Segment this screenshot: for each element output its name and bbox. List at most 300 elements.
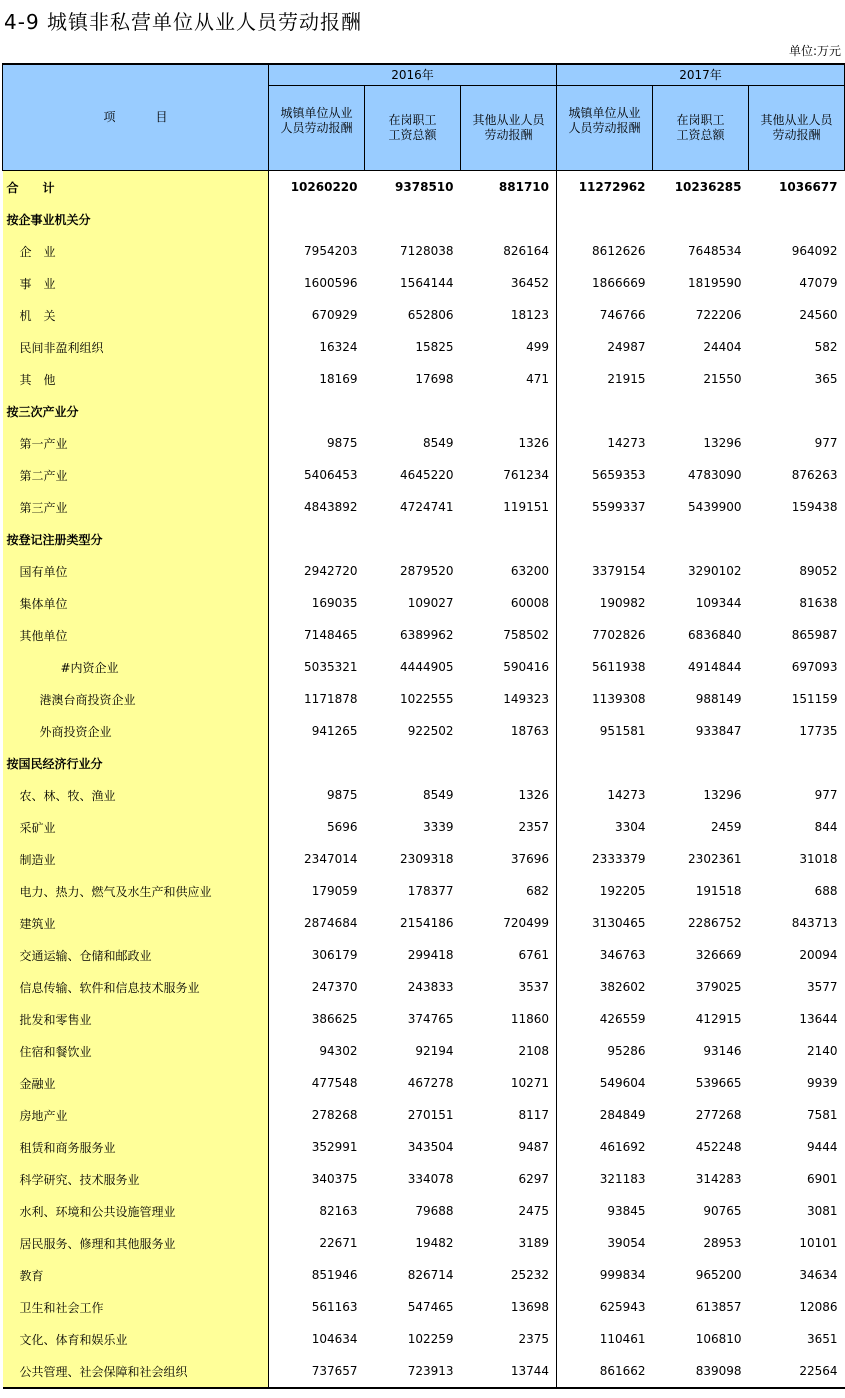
cell-value: 1866669 — [557, 267, 653, 299]
row-label: 按企事业机关分 — [3, 203, 269, 235]
cell-value: 9378510 — [365, 171, 461, 204]
cell-value: 39054 — [557, 1227, 653, 1259]
cell-value: 299418 — [407, 948, 454, 962]
cell-value: 18169 — [319, 372, 358, 386]
row-label: 居民服务、修理和其他服务业 — [3, 1227, 269, 1259]
cell-value: 7581 — [806, 1108, 838, 1122]
cell-value: 12086 — [799, 1300, 838, 1314]
cell-value: 2108 — [518, 1044, 549, 1058]
cell-value: 110461 — [557, 1323, 653, 1355]
table-row — [3, 715, 845, 747]
row-label: 其 他 — [3, 363, 269, 395]
cell-value: 582 — [814, 340, 838, 354]
table-row — [3, 203, 845, 235]
cell-value: 60008 — [510, 596, 549, 610]
cell-value: 15825 — [415, 340, 454, 354]
cell-value: 13744 — [461, 1355, 557, 1388]
page-title: 4-9 城镇非私营单位从业人员劳动报酬 — [4, 10, 363, 34]
table-row — [3, 907, 845, 939]
cell-value: 13296 — [703, 788, 742, 802]
cell-value: 277268 — [695, 1108, 742, 1122]
cell-value: 688 — [814, 884, 838, 898]
col-header-other-2016: 其他从业人员 劳动报酬 — [461, 86, 557, 171]
cell-value: 352991 — [311, 1140, 358, 1154]
cell-value: 761234 — [503, 468, 549, 482]
cell-value: 93845 — [557, 1195, 653, 1227]
cell-value: 190982 — [557, 587, 653, 619]
cell-value: 47079 — [799, 276, 838, 290]
cell-value — [749, 203, 845, 235]
cell-value: 104634 — [311, 1332, 358, 1346]
cell-value — [749, 523, 845, 555]
cell-value: 826164 — [503, 244, 549, 258]
cell-value: 382602 — [557, 971, 653, 1003]
row-label: 企 业 — [3, 235, 269, 267]
cell-value: 31018 — [799, 852, 838, 866]
cell-value: 6389962 — [400, 628, 454, 642]
cell-value: 843713 — [791, 916, 838, 930]
cell-value: 722206 — [695, 308, 742, 322]
cell-value: 7648534 — [688, 244, 742, 258]
table-row — [3, 1131, 845, 1163]
cell-value — [269, 395, 365, 427]
cell-value: 9487 — [518, 1140, 549, 1154]
col-header-wage-2016: 在岗职工 工资总额 — [365, 86, 461, 171]
cell-value: 1036677 — [749, 171, 845, 204]
cell-value — [461, 523, 557, 555]
cell-value: 547465 — [407, 1300, 454, 1314]
cell-value: 334078 — [407, 1172, 454, 1186]
cell-value: 851946 — [311, 1268, 358, 1282]
cell-value: 314283 — [695, 1172, 742, 1186]
cell-value: 346763 — [557, 939, 653, 971]
cell-value: 326669 — [695, 948, 742, 962]
cell-value: 1819590 — [688, 276, 742, 290]
cell-value: 1139308 — [557, 683, 653, 715]
cell-value: 11860 — [510, 1012, 549, 1026]
cell-value: 20094 — [799, 948, 838, 962]
cell-value: 24987 — [557, 331, 653, 363]
cell-value: 14273 — [557, 779, 653, 811]
cell-value: 7702826 — [557, 619, 653, 651]
row-label: 国有单位 — [3, 555, 269, 587]
cell-value: 758502 — [503, 628, 549, 642]
cell-value: 861662 — [557, 1355, 653, 1388]
row-label: 按国民经济行业分 — [3, 747, 269, 779]
cell-value: 670929 — [311, 308, 358, 322]
cell-value: 119151 — [503, 500, 549, 514]
cell-value — [365, 523, 461, 555]
table-row — [3, 843, 845, 875]
cell-value: 839098 — [653, 1355, 749, 1388]
col-header-other-2017: 其他从业人员 劳动报酬 — [749, 86, 845, 171]
cell-value — [269, 523, 365, 555]
cell-value: 192205 — [557, 875, 653, 907]
cell-value: 5439900 — [688, 500, 742, 514]
cell-value: 467278 — [407, 1076, 454, 1090]
cell-value: 21915 — [557, 363, 653, 395]
cell-value: 2140 — [806, 1044, 838, 1058]
cell-value: 34634 — [799, 1268, 838, 1282]
cell-value: 9939 — [806, 1076, 838, 1090]
table-row — [3, 1163, 845, 1195]
table-row — [3, 747, 845, 779]
cell-value: 723913 — [365, 1355, 461, 1388]
cell-value — [653, 747, 749, 779]
row-label: 其他单位 — [3, 619, 269, 651]
table-row — [3, 363, 845, 395]
cell-value: 94302 — [319, 1044, 358, 1058]
cell-value — [557, 523, 653, 555]
col-header-total-2016: 城镇单位从业 人员劳动报酬 — [269, 86, 365, 171]
cell-value: 63200 — [510, 564, 549, 578]
table-row — [3, 523, 845, 555]
table-row — [3, 651, 845, 683]
year-header-2016: 2016年 — [269, 64, 557, 86]
cell-value: 412915 — [695, 1012, 742, 1026]
cell-value: 8549 — [422, 436, 454, 450]
cell-value: 16324 — [319, 340, 358, 354]
table-row — [3, 587, 845, 619]
cell-value: 19482 — [415, 1236, 454, 1250]
cell-value: 21550 — [703, 372, 742, 386]
table-row — [3, 1355, 845, 1388]
cell-value: 4914844 — [688, 660, 742, 674]
cell-value: 549604 — [557, 1067, 653, 1099]
cell-value: 14273 — [557, 427, 653, 459]
cell-value: 5406453 — [304, 468, 358, 482]
cell-value: 1326 — [518, 788, 549, 802]
table-row — [3, 683, 845, 715]
cell-value: 10260220 — [269, 171, 365, 204]
cell-value: 2357 — [518, 820, 549, 834]
cell-value: 2375 — [518, 1332, 549, 1346]
cell-value: 10101 — [799, 1236, 838, 1250]
cell-value — [557, 203, 653, 235]
row-label: 机 关 — [3, 299, 269, 331]
cell-value: 306179 — [311, 948, 358, 962]
cell-value: 10236285 — [653, 171, 749, 204]
cell-value: 2286752 — [688, 916, 742, 930]
cell-value: 95286 — [557, 1035, 653, 1067]
cell-value — [653, 203, 749, 235]
cell-value: 106810 — [695, 1332, 742, 1346]
cell-value: 3081 — [806, 1204, 838, 1218]
cell-value: 93146 — [703, 1044, 742, 1058]
cell-value: 9444 — [806, 1140, 838, 1154]
cell-value: 499 — [526, 340, 549, 354]
cell-value: 697093 — [791, 660, 838, 674]
row-label: 第一产业 — [3, 427, 269, 459]
cell-value: 746766 — [557, 299, 653, 331]
cell-value: 340375 — [311, 1172, 358, 1186]
cell-value: 977 — [814, 788, 838, 802]
cell-value: 999834 — [557, 1259, 653, 1291]
cell-value: 22564 — [749, 1355, 845, 1388]
cell-value: 2302361 — [688, 852, 742, 866]
cell-value: 2309318 — [400, 852, 454, 866]
row-label: #内资企业 — [3, 651, 269, 683]
cell-value — [749, 395, 845, 427]
row-label: 事 业 — [3, 267, 269, 299]
cell-value: 5611938 — [557, 651, 653, 683]
cell-value — [557, 395, 653, 427]
cell-value: 365 — [814, 372, 838, 386]
year-header-2017: 2017年 — [557, 64, 845, 86]
cell-value: 881710 — [461, 171, 557, 204]
row-label: 科学研究、技术服务业 — [3, 1163, 269, 1195]
cell-value: 5659353 — [557, 459, 653, 491]
cell-value: 7128038 — [400, 244, 454, 258]
cell-value: 79688 — [415, 1204, 454, 1218]
cell-value: 25232 — [510, 1268, 549, 1282]
row-label: 按三次产业分 — [3, 395, 269, 427]
table-row — [3, 267, 845, 299]
cell-value: 590416 — [503, 660, 549, 674]
cell-value: 169035 — [311, 596, 358, 610]
cell-value: 4843892 — [304, 500, 358, 514]
data-table — [2, 63, 845, 1389]
cell-value: 2459 — [710, 820, 742, 834]
cell-value: 7148465 — [304, 628, 358, 642]
cell-value: 652806 — [407, 308, 454, 322]
cell-value: 539665 — [695, 1076, 742, 1090]
table-row — [3, 235, 845, 267]
cell-value: 977 — [814, 436, 838, 450]
cell-value: 6761 — [518, 948, 549, 962]
cell-value: 6297 — [518, 1172, 549, 1186]
cell-value: 922502 — [407, 724, 454, 738]
cell-value: 964092 — [791, 244, 838, 258]
table-row — [3, 971, 845, 1003]
table-row — [3, 459, 845, 491]
col-header-total-2017: 城镇单位从业 人员劳动报酬 — [557, 86, 653, 171]
cell-value: 343504 — [407, 1140, 454, 1154]
row-label: 水利、环境和公共设施管理业 — [3, 1195, 269, 1227]
cell-value: 1564144 — [400, 276, 454, 290]
cell-value — [269, 203, 365, 235]
cell-value: 284849 — [557, 1099, 653, 1131]
cell-value: 10271 — [510, 1076, 549, 1090]
row-label: 信息传输、软件和信息技术服务业 — [3, 971, 269, 1003]
cell-value: 3577 — [806, 980, 838, 994]
cell-value: 2942720 — [304, 564, 358, 578]
cell-value — [653, 395, 749, 427]
row-label: 教育 — [3, 1259, 269, 1291]
cell-value: 109344 — [695, 596, 742, 610]
cell-value: 151159 — [791, 692, 838, 706]
cell-value: 90765 — [703, 1204, 742, 1218]
row-label: 租赁和商务服务业 — [3, 1131, 269, 1163]
cell-value — [365, 747, 461, 779]
cell-value — [461, 395, 557, 427]
cell-value — [365, 395, 461, 427]
cell-value: 461692 — [557, 1131, 653, 1163]
cell-value: 3290102 — [688, 564, 742, 578]
cell-value: 933847 — [695, 724, 742, 738]
cell-value: 13296 — [703, 436, 742, 450]
table-row — [3, 1067, 845, 1099]
cell-value: 8612626 — [557, 235, 653, 267]
col-header-wage-2017: 在岗职工 工资总额 — [653, 86, 749, 171]
cell-value: 3304 — [557, 811, 653, 843]
cell-value: 865987 — [791, 628, 838, 642]
cell-value: 3339 — [422, 820, 454, 834]
table-row — [3, 171, 845, 204]
table-row — [3, 811, 845, 843]
project-header: 项目 — [3, 64, 269, 171]
row-label: 按登记注册类型分 — [3, 523, 269, 555]
cell-value: 720499 — [503, 916, 549, 930]
cell-value: 3651 — [806, 1332, 838, 1346]
row-label: 合 计 — [3, 171, 269, 204]
cell-value — [461, 747, 557, 779]
cell-value: 7954203 — [304, 244, 358, 258]
cell-value: 625943 — [557, 1291, 653, 1323]
cell-value — [461, 203, 557, 235]
row-label: 公共管理、社会保障和社会组织 — [3, 1355, 269, 1388]
row-label: 卫生和社会工作 — [3, 1291, 269, 1323]
cell-value: 9875 — [326, 436, 358, 450]
cell-value: 561163 — [311, 1300, 358, 1314]
cell-value: 4444905 — [400, 660, 454, 674]
cell-value: 737657 — [269, 1355, 365, 1388]
cell-value: 4724741 — [400, 500, 454, 514]
cell-value: 826714 — [407, 1268, 454, 1282]
cell-value: 278268 — [311, 1108, 358, 1122]
table-row — [3, 299, 845, 331]
unit-label: 单位:万元 — [788, 44, 841, 58]
table-row — [3, 619, 845, 651]
cell-value: 36452 — [510, 276, 549, 290]
cell-value: 18123 — [510, 308, 549, 322]
table-row — [3, 1323, 845, 1355]
cell-value: 22671 — [319, 1236, 358, 1250]
cell-value: 3130465 — [557, 907, 653, 939]
cell-value: 477548 — [311, 1076, 358, 1090]
row-label: 文化、体育和娱乐业 — [3, 1323, 269, 1355]
table-row — [3, 875, 845, 907]
cell-value — [749, 747, 845, 779]
row-label: 交通运输、仓储和邮政业 — [3, 939, 269, 971]
cell-value — [557, 747, 653, 779]
row-label: 批发和零售业 — [3, 1003, 269, 1035]
cell-value: 8117 — [518, 1108, 549, 1122]
row-label: 港澳台商投资企业 — [3, 683, 269, 715]
table-row — [3, 491, 845, 523]
cell-value: 1022555 — [400, 692, 454, 706]
cell-value: 179059 — [311, 884, 358, 898]
cell-value: 178377 — [407, 884, 454, 898]
table-row — [3, 1195, 845, 1227]
cell-value: 89052 — [799, 564, 838, 578]
table-row — [3, 427, 845, 459]
cell-value: 426559 — [557, 1003, 653, 1035]
cell-value: 13644 — [799, 1012, 838, 1026]
cell-value: 6836840 — [688, 628, 742, 642]
cell-value: 1171878 — [304, 692, 358, 706]
cell-value: 321183 — [557, 1163, 653, 1195]
row-label: 电力、热力、燃气及水生产和供应业 — [3, 875, 269, 907]
cell-value: 876263 — [791, 468, 838, 482]
cell-value: 102259 — [407, 1332, 454, 1346]
table-row — [3, 1099, 845, 1131]
cell-value: 270151 — [407, 1108, 454, 1122]
cell-value: 965200 — [695, 1268, 742, 1282]
cell-value: 2874684 — [304, 916, 358, 930]
cell-value: 988149 — [695, 692, 742, 706]
cell-value: 159438 — [791, 500, 838, 514]
cell-value: 379025 — [695, 980, 742, 994]
cell-value: 247370 — [311, 980, 358, 994]
cell-value: 1326 — [518, 436, 549, 450]
row-label: 农、林、牧、渔业 — [3, 779, 269, 811]
cell-value: 2879520 — [400, 564, 454, 578]
table-row — [3, 939, 845, 971]
cell-value: 4645220 — [400, 468, 454, 482]
row-label: 采矿业 — [3, 811, 269, 843]
cell-value: 13698 — [510, 1300, 549, 1314]
cell-value — [269, 747, 365, 779]
cell-value: 4783090 — [688, 468, 742, 482]
cell-value: 9875 — [326, 788, 358, 802]
cell-value: 81638 — [799, 596, 838, 610]
cell-value: 1600596 — [304, 276, 358, 290]
cell-value: 24404 — [703, 340, 742, 354]
table-row — [3, 779, 845, 811]
cell-value: 452248 — [695, 1140, 742, 1154]
table-row — [3, 331, 845, 363]
cell-value: 3537 — [518, 980, 549, 994]
cell-value: 2475 — [518, 1204, 549, 1218]
table-row — [3, 1227, 845, 1259]
cell-value: 2347014 — [304, 852, 358, 866]
cell-value: 243833 — [407, 980, 454, 994]
table-row — [3, 1035, 845, 1067]
cell-value: 24560 — [799, 308, 838, 322]
cell-value — [365, 203, 461, 235]
row-label: 房地产业 — [3, 1099, 269, 1131]
row-label: 第二产业 — [3, 459, 269, 491]
cell-value: 682 — [526, 884, 549, 898]
cell-value: 6901 — [806, 1172, 838, 1186]
table-row — [3, 1291, 845, 1323]
row-label: 住宿和餐饮业 — [3, 1035, 269, 1067]
row-label: 制造业 — [3, 843, 269, 875]
row-label: 集体单位 — [3, 587, 269, 619]
cell-value — [653, 523, 749, 555]
cell-value: 8549 — [422, 788, 454, 802]
cell-value: 82163 — [319, 1204, 358, 1218]
cell-value: 109027 — [407, 596, 454, 610]
cell-value: 11272962 — [557, 171, 653, 204]
cell-value: 3189 — [518, 1236, 549, 1250]
row-label: 金融业 — [3, 1067, 269, 1099]
cell-value: 3379154 — [557, 555, 653, 587]
cell-value: 191518 — [695, 884, 742, 898]
row-label: 外商投资企业 — [3, 715, 269, 747]
cell-value: 5599337 — [557, 491, 653, 523]
cell-value: 374765 — [407, 1012, 454, 1026]
cell-value: 844 — [814, 820, 838, 834]
cell-value: 5035321 — [304, 660, 358, 674]
table-row — [3, 1259, 845, 1291]
cell-value: 37696 — [510, 852, 549, 866]
row-label: 第三产业 — [3, 491, 269, 523]
cell-value: 951581 — [557, 715, 653, 747]
cell-value: 386625 — [311, 1012, 358, 1026]
cell-value: 613857 — [695, 1300, 742, 1314]
